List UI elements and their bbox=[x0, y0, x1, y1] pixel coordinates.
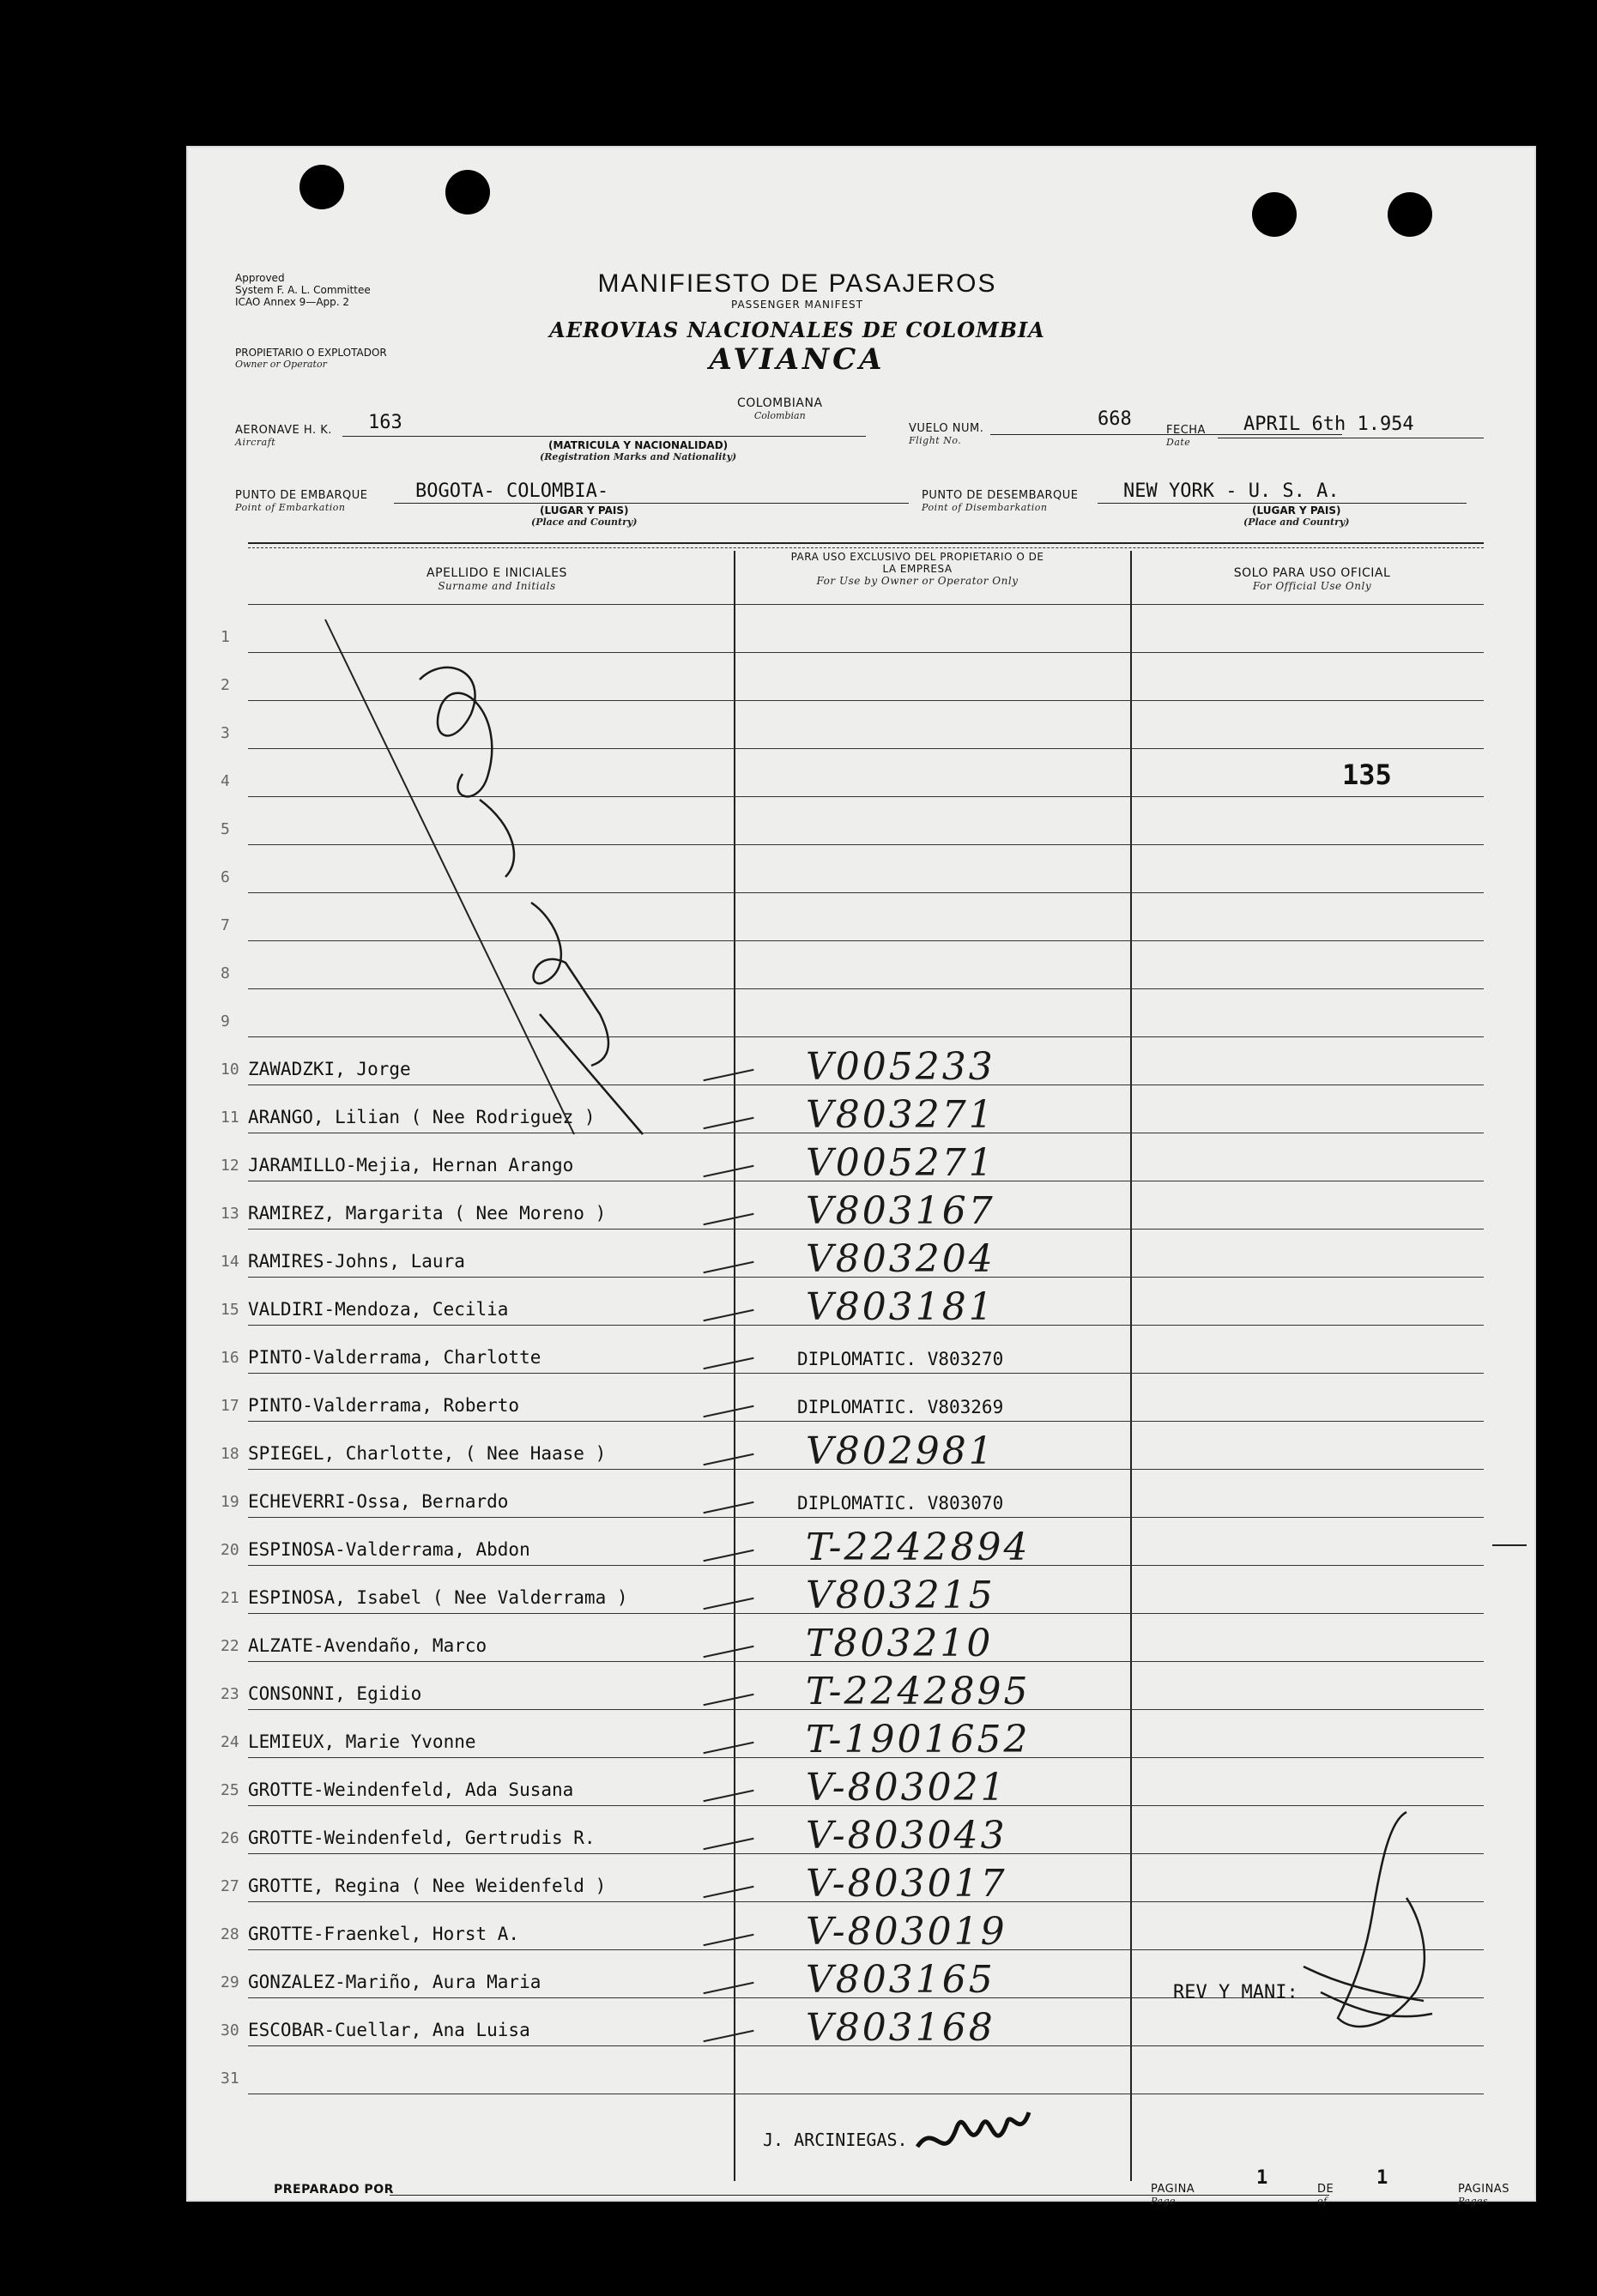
column-header-name: APELLIDO E INICIALES Surname and Initials bbox=[426, 566, 567, 592]
manifest-sheet bbox=[188, 148, 1534, 2207]
flight-value: 668 bbox=[1098, 408, 1132, 430]
column-divider bbox=[1130, 551, 1132, 2181]
passenger-name: SPIEGEL, Charlotte, ( Nee Haase ) bbox=[248, 1443, 607, 1464]
check-mark bbox=[703, 1694, 753, 1706]
passport-note: V-803019 bbox=[806, 1910, 1007, 1954]
title-block bbox=[531, 269, 1063, 377]
row-number: 23 bbox=[221, 1685, 239, 1703]
column-header-official: SOLO PARA USO OFICIAL For Official Use Only bbox=[1233, 566, 1391, 592]
passport-note: T-1901652 bbox=[806, 1718, 1031, 1761]
passenger-name: ESPINOSA, Isabel ( Nee Valderrama ) bbox=[248, 1587, 628, 1608]
passport-note: DIPLOMATIC. V803070 bbox=[797, 1493, 1004, 1514]
row-number: 16 bbox=[221, 1349, 239, 1367]
page-stamp: 135 bbox=[1342, 758, 1392, 791]
row-number: 30 bbox=[221, 2021, 239, 2039]
row-number: 17 bbox=[221, 1397, 239, 1415]
approval-line: ICAO Annex 9—App. 2 bbox=[235, 296, 350, 308]
embark-underline bbox=[394, 503, 909, 504]
approval-block bbox=[235, 272, 371, 308]
disembark-label: PUNTO DE DESEMBARQUE Point of Disembarkation bbox=[922, 489, 1079, 513]
row-rule bbox=[248, 1517, 1484, 1518]
row-number: 25 bbox=[221, 1781, 239, 1799]
row-number: 6 bbox=[221, 868, 230, 886]
page-title: MANIFIESTO DE PASAJEROS bbox=[597, 269, 997, 298]
check-mark bbox=[703, 1261, 753, 1273]
column-divider bbox=[734, 551, 735, 2181]
passport-note: V-803021 bbox=[806, 1766, 1007, 1810]
punch-hole bbox=[1252, 192, 1297, 237]
page-title-en: PASSENGER MANIFEST bbox=[730, 299, 863, 311]
total-pages: 1 bbox=[1376, 2167, 1388, 2189]
signature-scribble bbox=[909, 2087, 1046, 2181]
row-number: 26 bbox=[221, 1829, 239, 1847]
row-number: 4 bbox=[221, 772, 230, 790]
reviewer-initials bbox=[1286, 1795, 1458, 2069]
row-number: 22 bbox=[221, 1637, 239, 1655]
row-number: 5 bbox=[221, 820, 230, 838]
check-mark bbox=[703, 1309, 753, 1321]
aircraft-label: AERONAVE H. K. Aircraft bbox=[235, 424, 332, 448]
check-mark bbox=[703, 1838, 753, 1850]
row-number: 8 bbox=[221, 964, 230, 982]
airline-brand: AVIANCA bbox=[709, 342, 886, 377]
passenger-name: ESCOBAR-Cuellar, Ana Luisa bbox=[248, 2020, 530, 2040]
row-number: 18 bbox=[221, 1445, 239, 1463]
row-number: 10 bbox=[221, 1060, 239, 1079]
passport-note: V803168 bbox=[806, 2006, 995, 2050]
of-label: DE of bbox=[1317, 2183, 1334, 2207]
passport-note: T803210 bbox=[806, 1622, 994, 1665]
pages-label: PAGINAS Pages bbox=[1458, 2183, 1509, 2207]
passenger-name: PINTO-Valderrama, Charlotte bbox=[248, 1347, 541, 1368]
passenger-name: PINTO-Valderrama, Roberto bbox=[248, 1395, 520, 1416]
passport-note: V803181 bbox=[806, 1285, 995, 1329]
passenger-name: RAMIRES-Johns, Laura bbox=[248, 1251, 465, 1272]
passport-note: V803165 bbox=[806, 1958, 995, 2002]
check-mark bbox=[703, 1982, 753, 1994]
row-number: 28 bbox=[221, 1925, 239, 1943]
passport-note: V-803017 bbox=[806, 1862, 1007, 1906]
check-mark bbox=[703, 1213, 753, 1225]
row-number: 29 bbox=[221, 1973, 239, 1991]
disembark-underline bbox=[1098, 503, 1467, 504]
check-mark bbox=[703, 1790, 753, 1802]
check-mark bbox=[703, 1934, 753, 1946]
row-number: 7 bbox=[221, 916, 230, 934]
passport-note: V005233 bbox=[806, 1045, 995, 1089]
check-mark bbox=[703, 1453, 753, 1465]
check-mark bbox=[703, 1886, 753, 1898]
row-rule bbox=[248, 1373, 1484, 1374]
row-number: 31 bbox=[221, 2069, 239, 2088]
passenger-name: VALDIRI-Mendoza, Cecilia bbox=[248, 1299, 509, 1320]
punch-hole bbox=[445, 170, 490, 214]
date-label: FECHA Date bbox=[1166, 424, 1206, 448]
airline-name: AEROVIAS NACIONALES DE COLOMBIA bbox=[549, 317, 1045, 342]
passport-note: V803271 bbox=[806, 1093, 995, 1137]
aircraft-underline bbox=[342, 436, 866, 437]
passport-note: V803215 bbox=[806, 1574, 995, 1617]
check-mark bbox=[703, 1646, 753, 1658]
table-top-rule bbox=[248, 547, 1484, 548]
column-header-owner: PARA USO EXCLUSIVO DEL PROPIETARIO O DE LA EMPRESA For Use by Owner or Operator Only bbox=[790, 551, 1044, 587]
page-number: 1 bbox=[1256, 2167, 1268, 2189]
check-mark bbox=[703, 1069, 753, 1081]
embark-value: BOGOTA- COLOMBIA- bbox=[415, 480, 609, 502]
check-mark bbox=[703, 1550, 753, 1562]
signature-typed: J. ARCINIEGAS. bbox=[763, 2130, 908, 2150]
row-number: 15 bbox=[221, 1301, 239, 1319]
check-mark bbox=[703, 2030, 753, 2042]
row-number: 14 bbox=[221, 1253, 239, 1271]
nationality: COLOMBIANA Colombian bbox=[737, 396, 823, 421]
check-mark bbox=[703, 1117, 753, 1129]
passenger-name: ARANGO, Lilian ( Nee Rodriguez ) bbox=[248, 1107, 596, 1127]
registration-label: (MATRICULA Y NACIONALIDAD) (Registration Marks and Nationality) bbox=[540, 439, 737, 462]
embark-label: PUNTO DE EMBARQUE Point of Embarkation bbox=[235, 489, 368, 513]
passenger-name: ESPINOSA-Valderrama, Abdon bbox=[248, 1539, 530, 1560]
passenger-name: RAMIREZ, Margarita ( Nee Moreno ) bbox=[248, 1203, 607, 1224]
passport-note: V802981 bbox=[806, 1429, 995, 1473]
passport-note: DIPLOMATIC. V803269 bbox=[797, 1397, 1004, 1417]
row-number: 11 bbox=[221, 1109, 239, 1127]
cancellation-scribble bbox=[317, 602, 660, 1220]
passenger-name: ZAWADZKI, Jorge bbox=[248, 1059, 411, 1079]
row-number: 20 bbox=[221, 1541, 239, 1559]
passport-note: T-2242894 bbox=[806, 1526, 1031, 1569]
official-dash bbox=[1492, 1544, 1527, 1546]
passenger-name: JARAMILLO-Mejia, Hernan Arango bbox=[248, 1155, 574, 1175]
passport-note: V005271 bbox=[806, 1141, 995, 1185]
check-mark bbox=[703, 1405, 753, 1417]
passport-note: T-2242895 bbox=[806, 1670, 1031, 1713]
check-mark bbox=[703, 1501, 753, 1514]
passenger-name: GROTTE-Weindenfeld, Gertrudis R. bbox=[248, 1828, 596, 1848]
passenger-name: GROTTE, Regina ( Nee Weidenfeld ) bbox=[248, 1876, 607, 1896]
date-value: APRIL 6th 1.954 bbox=[1243, 414, 1414, 435]
disembark-value: NEW YORK - U. S. A. bbox=[1123, 480, 1340, 502]
prepared-label: PREPARADO POR bbox=[274, 2183, 394, 2196]
passenger-name: CONSONNI, Egidio bbox=[248, 1683, 422, 1704]
row-number: 2 bbox=[221, 676, 230, 694]
check-mark bbox=[703, 1165, 753, 1177]
passport-note: V803167 bbox=[806, 1189, 995, 1233]
aircraft-value: 163 bbox=[368, 412, 402, 433]
owner-label: PROPIETARIO O EXPLOTADOR Owner or Operator bbox=[235, 347, 387, 370]
row-number: 24 bbox=[221, 1733, 239, 1751]
check-mark bbox=[703, 1357, 753, 1369]
approval-line: System F. A. L. Committee bbox=[235, 284, 371, 296]
row-rule bbox=[248, 1421, 1484, 1422]
punch-hole bbox=[299, 165, 344, 209]
row-number: 19 bbox=[221, 1493, 239, 1511]
passport-note: DIPLOMATIC. V803270 bbox=[797, 1349, 1004, 1369]
passenger-name: ECHEVERRI-Ossa, Bernardo bbox=[248, 1491, 509, 1512]
row-number: 9 bbox=[221, 1012, 230, 1030]
official-note: REV Y MANI: bbox=[1173, 1982, 1298, 2003]
passport-note: V803204 bbox=[806, 1237, 995, 1281]
passenger-name: GROTTE-Fraenkel, Horst A. bbox=[248, 1924, 520, 1944]
punch-hole bbox=[1388, 192, 1432, 237]
flight-label: VUELO NUM. Flight No. bbox=[909, 422, 984, 446]
row-number: 21 bbox=[221, 1589, 239, 1607]
row-number: 13 bbox=[221, 1205, 239, 1223]
passenger-name: GROTTE-Weindenfeld, Ada Susana bbox=[248, 1779, 574, 1800]
passenger-name: ALZATE-Avendaño, Marco bbox=[248, 1635, 487, 1656]
table-top-rule bbox=[248, 542, 1484, 544]
row-number: 27 bbox=[221, 1877, 239, 1895]
check-mark bbox=[703, 1742, 753, 1754]
disembark-place-label: (LUGAR Y PAIS) (Place and Country) bbox=[1243, 505, 1350, 528]
check-mark bbox=[703, 1598, 753, 1610]
passenger-name: LEMIEUX, Marie Yvonne bbox=[248, 1731, 476, 1752]
passport-note: V-803043 bbox=[806, 1814, 1007, 1858]
approval-line: Approved bbox=[235, 272, 285, 284]
page-label: PAGINA Page bbox=[1151, 2183, 1195, 2207]
embark-place-label: (LUGAR Y PAIS) (Place and Country) bbox=[531, 505, 638, 528]
row-number: 12 bbox=[221, 1157, 239, 1175]
passenger-name: GONZALEZ-Mariño, Aura Maria bbox=[248, 1972, 541, 1992]
row-number: 1 bbox=[221, 628, 230, 646]
row-number: 3 bbox=[221, 724, 230, 742]
